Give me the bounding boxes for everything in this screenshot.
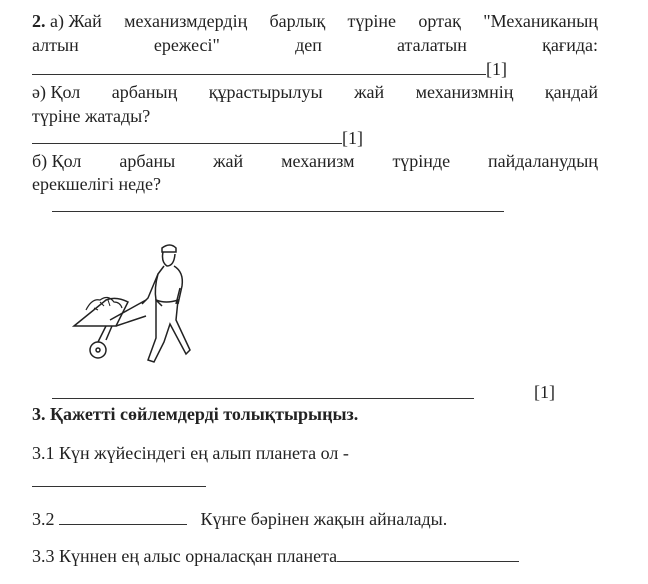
answer-blank[interactable] <box>52 211 504 212</box>
answer-blank[interactable] <box>32 58 486 75</box>
q3-sentence-2 <box>32 508 447 530</box>
q2ae-answer <box>32 127 363 149</box>
q2a-line1 <box>32 10 598 32</box>
question-number: 2. <box>32 11 46 31</box>
sentence-text: 3.3 Күннен ең алыс орналасқан планета <box>32 546 338 566</box>
word: қағида: <box>542 35 598 55</box>
word: деп <box>295 35 322 55</box>
answer-blank[interactable] <box>52 398 474 399</box>
word: "Механиканың <box>483 11 598 31</box>
wheelbarrow-worker-illustration <box>70 238 200 366</box>
word: ә) Қол <box>32 82 81 102</box>
word: түрінде <box>392 151 451 171</box>
word: алтын <box>32 35 79 55</box>
word: түріне <box>347 11 397 31</box>
q2a-line2 <box>32 34 598 56</box>
word: жай <box>354 82 385 102</box>
q3-heading: 3. Қажетті сөйлемдерді толықтырыңыз. <box>32 404 359 424</box>
answer-blank[interactable] <box>59 508 187 525</box>
q2a-answer <box>32 58 507 80</box>
word: механизмдердің <box>124 11 248 31</box>
word: б) Қол <box>32 151 82 171</box>
word: құрастырылуы <box>208 82 323 102</box>
word: арбаны <box>119 151 176 171</box>
item-number: 3.2 <box>32 509 55 529</box>
word: а) Жай <box>50 11 102 31</box>
q2b-line2: ерекшелігі неде? <box>32 174 161 194</box>
q3-sentence-1: 3.1 Күн жүйесіндегі ең алып планета ол - <box>32 443 349 463</box>
word: механизм <box>281 151 355 171</box>
word: ережесі" <box>153 35 220 55</box>
word: механизмнің <box>415 82 514 102</box>
score-mark: [1] <box>486 59 507 79</box>
q2ae-line1 <box>32 81 598 103</box>
word: жай <box>213 151 244 171</box>
word: пайдаланудың <box>488 151 598 171</box>
q2b-line1 <box>32 150 598 172</box>
score-mark: [1] <box>534 382 555 402</box>
score-mark: [1] <box>342 128 363 148</box>
answer-blank[interactable] <box>32 127 342 144</box>
sentence-text: Күнге бәрінен жақын айналады. <box>200 509 448 529</box>
word: аталатын <box>397 35 467 55</box>
word: ортақ <box>418 11 461 31</box>
word: барлық <box>269 11 326 31</box>
word: арбаның <box>111 82 178 102</box>
q3-sentence-3 <box>32 545 519 567</box>
answer-blank[interactable] <box>32 486 206 487</box>
word: қандай <box>544 82 598 102</box>
q2ae-line2: түріне жатады? <box>32 106 151 126</box>
answer-blank[interactable] <box>337 545 519 562</box>
